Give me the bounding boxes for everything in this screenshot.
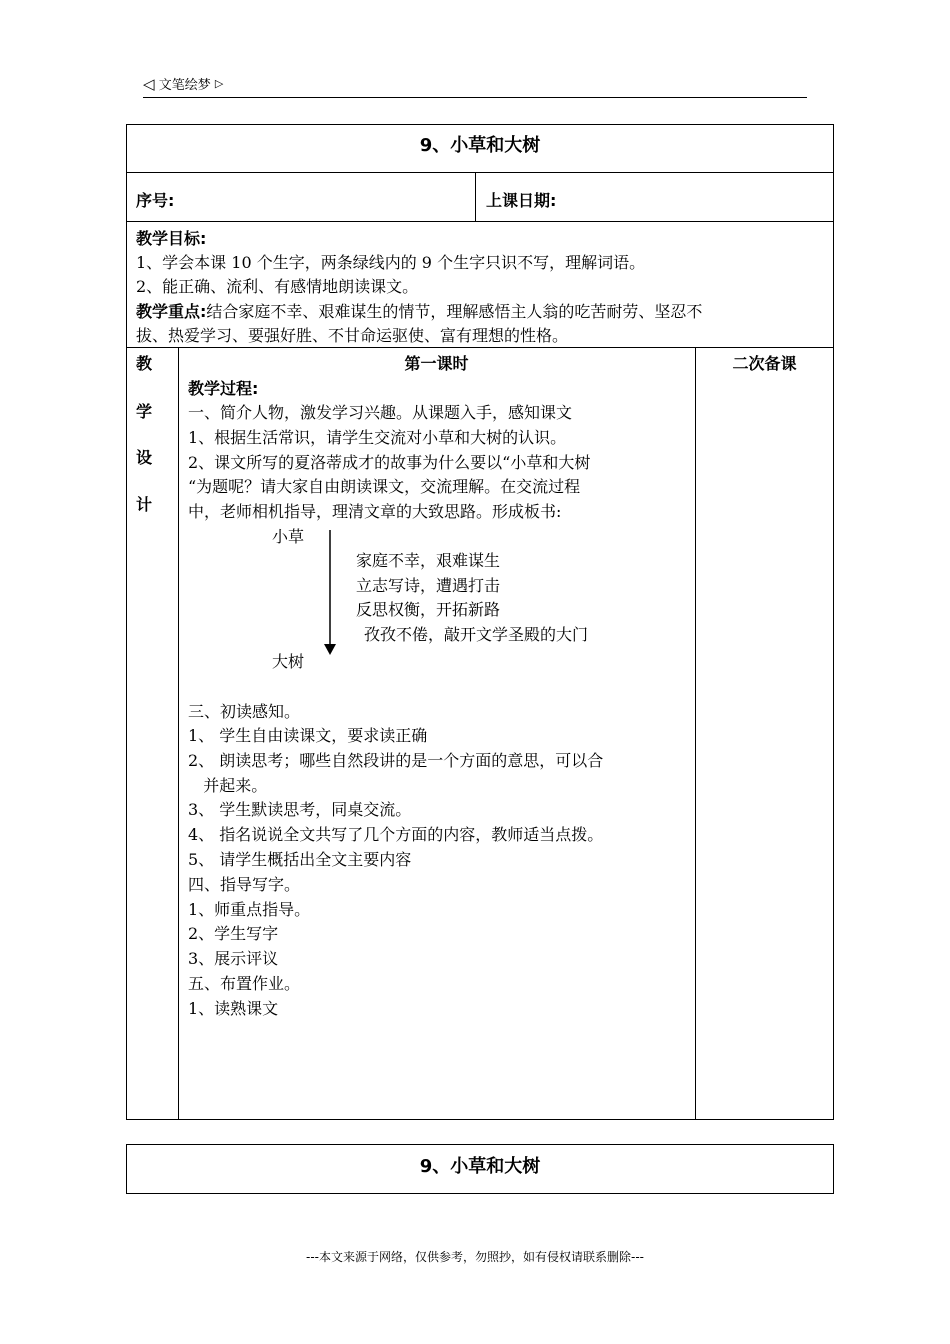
objective-item: 2、能正确、流利、有感情地朗读课文。 xyxy=(136,277,419,296)
process-line: 并起来。 xyxy=(188,776,268,795)
process-line: 1、读熟课文 xyxy=(188,999,279,1018)
process-line: 四、指导写字。 xyxy=(188,875,301,894)
lesson-title: 9、小草和大树 xyxy=(419,135,541,156)
objectives-heading: 教学目标: xyxy=(136,229,207,248)
page-header xyxy=(143,74,223,93)
header-text: 文笔绘梦 xyxy=(158,78,211,93)
backup-column-divider xyxy=(695,347,696,1120)
process-line: 2、学生写字 xyxy=(188,924,279,943)
page-footer: ---本文来源于网络，仅供参考，勿照抄，如有侵权请联系删除--- xyxy=(306,1250,644,1264)
focus-line xyxy=(136,299,702,322)
side-char: 计 xyxy=(136,495,153,514)
backup-heading: 二次备课 xyxy=(732,354,797,373)
process-line: 三、初读感知。 xyxy=(188,702,301,721)
process-heading: 教学过程: xyxy=(188,379,259,398)
info-row-divider xyxy=(475,172,476,221)
process-line: 1、根据生活常识，请学生交流对小草和大树的认识。 xyxy=(188,428,567,447)
process-line: 1、师重点指导。 xyxy=(188,900,311,919)
down-arrow-icon xyxy=(322,530,338,656)
title-row-divider xyxy=(126,172,834,173)
board-top-label: 小草 xyxy=(272,527,305,546)
process-line: 2、课文所写的夏洛蒂成才的故事为什么要以“小草和大树 xyxy=(188,453,591,472)
left-triangle-icon: ◁ xyxy=(143,75,155,93)
process-line: 3、展示评议 xyxy=(188,949,279,968)
process-line: 4、 指名说说全文共写了几个方面的内容，教师适当点拨。 xyxy=(188,825,604,844)
process-line: 1、 学生自由读课文，要求读正确 xyxy=(188,726,428,745)
date-label: 上课日期: xyxy=(486,191,557,210)
process-line: “为题呢？请大家自由朗读课文，交流理解。在交流过程 xyxy=(188,477,581,496)
board-bottom-label: 大树 xyxy=(272,652,305,671)
second-title: 9、小草和大树 xyxy=(419,1156,541,1177)
focus-text: 结合家庭不幸、艰难谋生的情节，理解感悟主人翁的吃苦耐劳、坚忍不 xyxy=(206,302,703,321)
info-row-bottom xyxy=(126,221,834,222)
objective-item: 1、学会本课 10 个生字，两条绿线内的 9 个生字只识不写，理解词语。 xyxy=(136,253,646,272)
board-item: 反思权衡，开拓新路 xyxy=(356,600,501,619)
lesson-heading: 第一课时 xyxy=(404,354,469,373)
side-column-divider xyxy=(178,347,179,1120)
serial-label: 序号: xyxy=(136,191,175,210)
side-char: 设 xyxy=(136,448,153,467)
side-char: 学 xyxy=(136,402,153,421)
board-item: 家庭不幸，艰难谋生 xyxy=(356,551,501,570)
right-triangle-icon: ▷ xyxy=(214,77,224,90)
objectives-bottom xyxy=(126,347,834,348)
process-line: 3、 学生默读思考，同桌交流。 xyxy=(188,800,412,819)
process-line: 中，老师相机指导，理清文章的大致思路。形成板书: xyxy=(188,502,562,521)
focus-label: 教学重点: xyxy=(136,302,207,321)
process-line: 一、简介人物，激发学习兴趣。从课题入手，感知课文 xyxy=(188,403,573,422)
process-line: 5、 请学生概括出全文主要内容 xyxy=(188,850,412,869)
board-item: 孜孜不倦，敲开文学圣殿的大门 xyxy=(364,625,589,644)
board-item: 立志写诗，遭遇打击 xyxy=(356,576,501,595)
focus-line-2: 拔、热爱学习、要强好胜、不甘命运驱使、富有理想的性格。 xyxy=(136,326,569,345)
side-char: 教 xyxy=(136,354,153,373)
process-line: 2、 朗读思考；哪些自然段讲的是一个方面的意思，可以合 xyxy=(188,751,604,770)
header-rule xyxy=(143,97,807,98)
process-line: 五、布置作业。 xyxy=(188,974,301,993)
